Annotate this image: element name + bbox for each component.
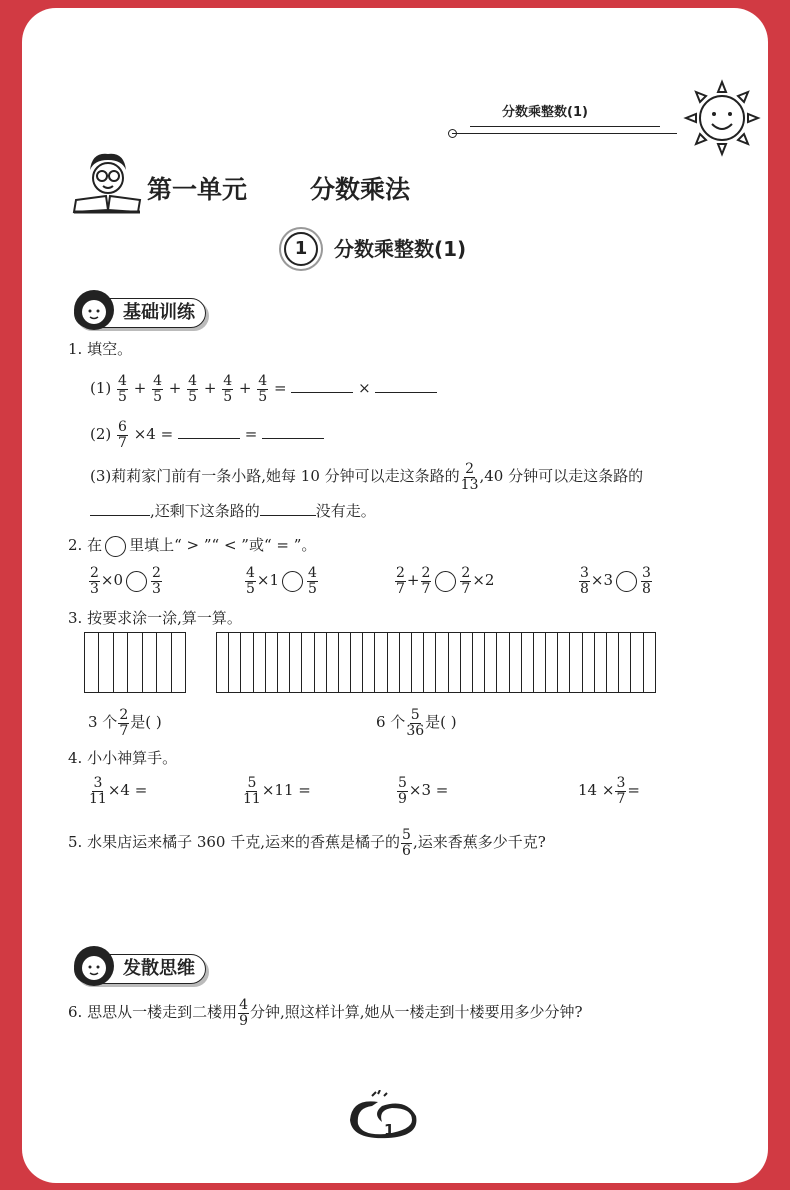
header-rule [470,126,660,127]
section-label: 基础训练 [123,302,195,323]
q4-heading: 4. 小小神算手。 [68,749,178,767]
strip-cell[interactable] [436,633,448,692]
unit-subtitle: 分数乘法 [310,175,411,204]
fraction: $\frac{4}{5}$ [118,372,127,405]
strip-cell[interactable] [510,633,522,692]
answer-blank[interactable] [291,392,353,393]
strip-cell[interactable] [278,633,290,692]
worksheet-page [22,8,768,1183]
strip-cell[interactable] [485,633,497,692]
strip-7-parts[interactable] [84,632,186,693]
strip-cell[interactable] [570,633,582,692]
q3-answer-b: 6 个 $\frac{5}{36}$ 是( ) [376,706,457,739]
strip-cell[interactable] [473,633,485,692]
strip-cell[interactable] [619,633,631,692]
running-title: 分数乘整数(1) [502,105,588,120]
q1-part3-line1: (3)莉莉家门前有一条小路,她每 10 分钟可以走这条路的 $\frac{2}{13}$ ,40 分钟可以走这条路的 [90,460,644,493]
strip-cell[interactable] [595,633,607,692]
q5-text: 5. 水果店运来橘子 360 千克,运来的香蕉是橘子的 $\frac{5}{6}$ ,运来香蕉多少千克? [68,826,546,859]
header-dot [448,129,457,138]
girl-avatar-icon [72,288,116,332]
answer-blank[interactable] [260,515,316,516]
q2-item3: $\frac{2}{7}$ + $\frac{2}{7}$ $\frac{2}{7}$ ×2 [396,564,495,597]
q4-expr2: $\frac{5}{11}$ ×11 = [243,774,311,807]
strip-cell[interactable] [266,633,278,692]
fraction: $\frac{4}{5}$ [223,372,233,405]
strip-cell[interactable] [631,633,643,692]
q4-expr1: $\frac{3}{11}$ ×4 = [89,774,148,807]
strip-cell[interactable] [412,633,424,692]
answer-blank[interactable] [375,392,437,393]
strip-cell[interactable] [522,633,534,692]
strip-cell[interactable] [351,633,363,692]
strip-cell[interactable] [388,633,400,692]
q3-answer-a: 3 个 $\frac{2}{7}$ 是( ) [88,706,162,739]
strip-cell[interactable] [583,633,595,692]
compare-circle[interactable] [435,571,456,592]
label: (1) [90,379,112,397]
strip-cell[interactable] [217,633,229,692]
strip-cell[interactable] [461,633,473,692]
compare-circle[interactable] [282,571,303,592]
q4-expr3: $\frac{5}{9}$ ×3 = [398,774,449,807]
strip-cell[interactable] [644,633,655,692]
fraction: $\frac{6}{7}$ [118,418,127,451]
q6-text: 6. 思思从一楼走到二楼用 $\frac{4}{9}$ 分钟,照这样计算,她从一楼走到十楼要用多少分钟? [68,996,583,1029]
q1-heading: 1. 填空。 [68,340,133,358]
fraction: $\frac{4}{5}$ [188,372,198,405]
fraction: $\frac{4}{5}$ [258,372,268,405]
q1-part2: (2) $\frac{6}{7}$ ×4 = = [90,416,324,452]
fraction: $\frac{2}{13}$ [460,460,479,493]
header-rule-2 [452,133,677,134]
strip-cell[interactable] [254,633,266,692]
q2-item1: $\frac{2}{3}$ ×0 $\frac{2}{3}$ [90,564,161,597]
strip-cell[interactable] [241,633,253,692]
q2-heading: 2. 在 里填上“ > ”“ < ”或“ = ”。 [68,532,316,558]
strip-cell[interactable] [400,633,412,692]
q1-part3-line2: ,还剩下这条路的 没有走。 [90,498,376,524]
strip-cell[interactable] [290,633,302,692]
strip-cell[interactable] [558,633,570,692]
strip-cell[interactable] [302,633,314,692]
boy-reading-icon [72,148,142,216]
strip-cell[interactable] [497,633,509,692]
lesson-number-badge: 1 [284,232,318,266]
strip-cell[interactable] [449,633,461,692]
strip-cell[interactable] [229,633,241,692]
answer-blank[interactable] [90,515,150,516]
fraction: $\frac{4}{5}$ [153,372,163,405]
strip-cell[interactable] [339,633,351,692]
unit-title: 第一单元 [147,175,248,204]
compare-circle-example [105,536,126,557]
strip-cell[interactable] [375,633,387,692]
q4-expr4: 14 × $\frac{3}{7}$ = [578,774,640,807]
section-label: 发散思维 [123,958,195,979]
compare-circle[interactable] [126,571,147,592]
page-number: 1 [384,1121,395,1139]
strip-cell[interactable] [424,633,436,692]
q2-item4: $\frac{3}{8}$ ×3 $\frac{3}{8}$ [580,564,651,597]
q3-heading: 3. 按要求涂一涂,算一算。 [68,609,242,627]
strip-cell[interactable] [363,633,375,692]
q2-item2: $\frac{4}{5}$ ×1 $\frac{4}{5}$ [246,564,317,597]
lesson-title: 分数乘整数(1) [334,237,467,261]
strip-cell[interactable] [546,633,558,692]
answer-blank[interactable] [178,438,240,439]
page-number-swoosh-icon [342,1090,422,1140]
strip-cell[interactable] [315,633,327,692]
strip-cell[interactable] [327,633,339,692]
q1-part1: (1) $\frac{4}{5}$ + $\frac{4}{5}$ + $\frac{4}{5}$ + $\frac{4}{5}$ + $\frac{4}{5}$ = × [90,370,437,406]
girl-avatar-icon [72,944,116,988]
strip-36-parts[interactable] [216,632,656,693]
strip-cell[interactable] [607,633,619,692]
answer-blank[interactable] [262,438,324,439]
sun-icon [682,78,762,158]
compare-circle[interactable] [616,571,637,592]
strip-cell[interactable] [534,633,546,692]
